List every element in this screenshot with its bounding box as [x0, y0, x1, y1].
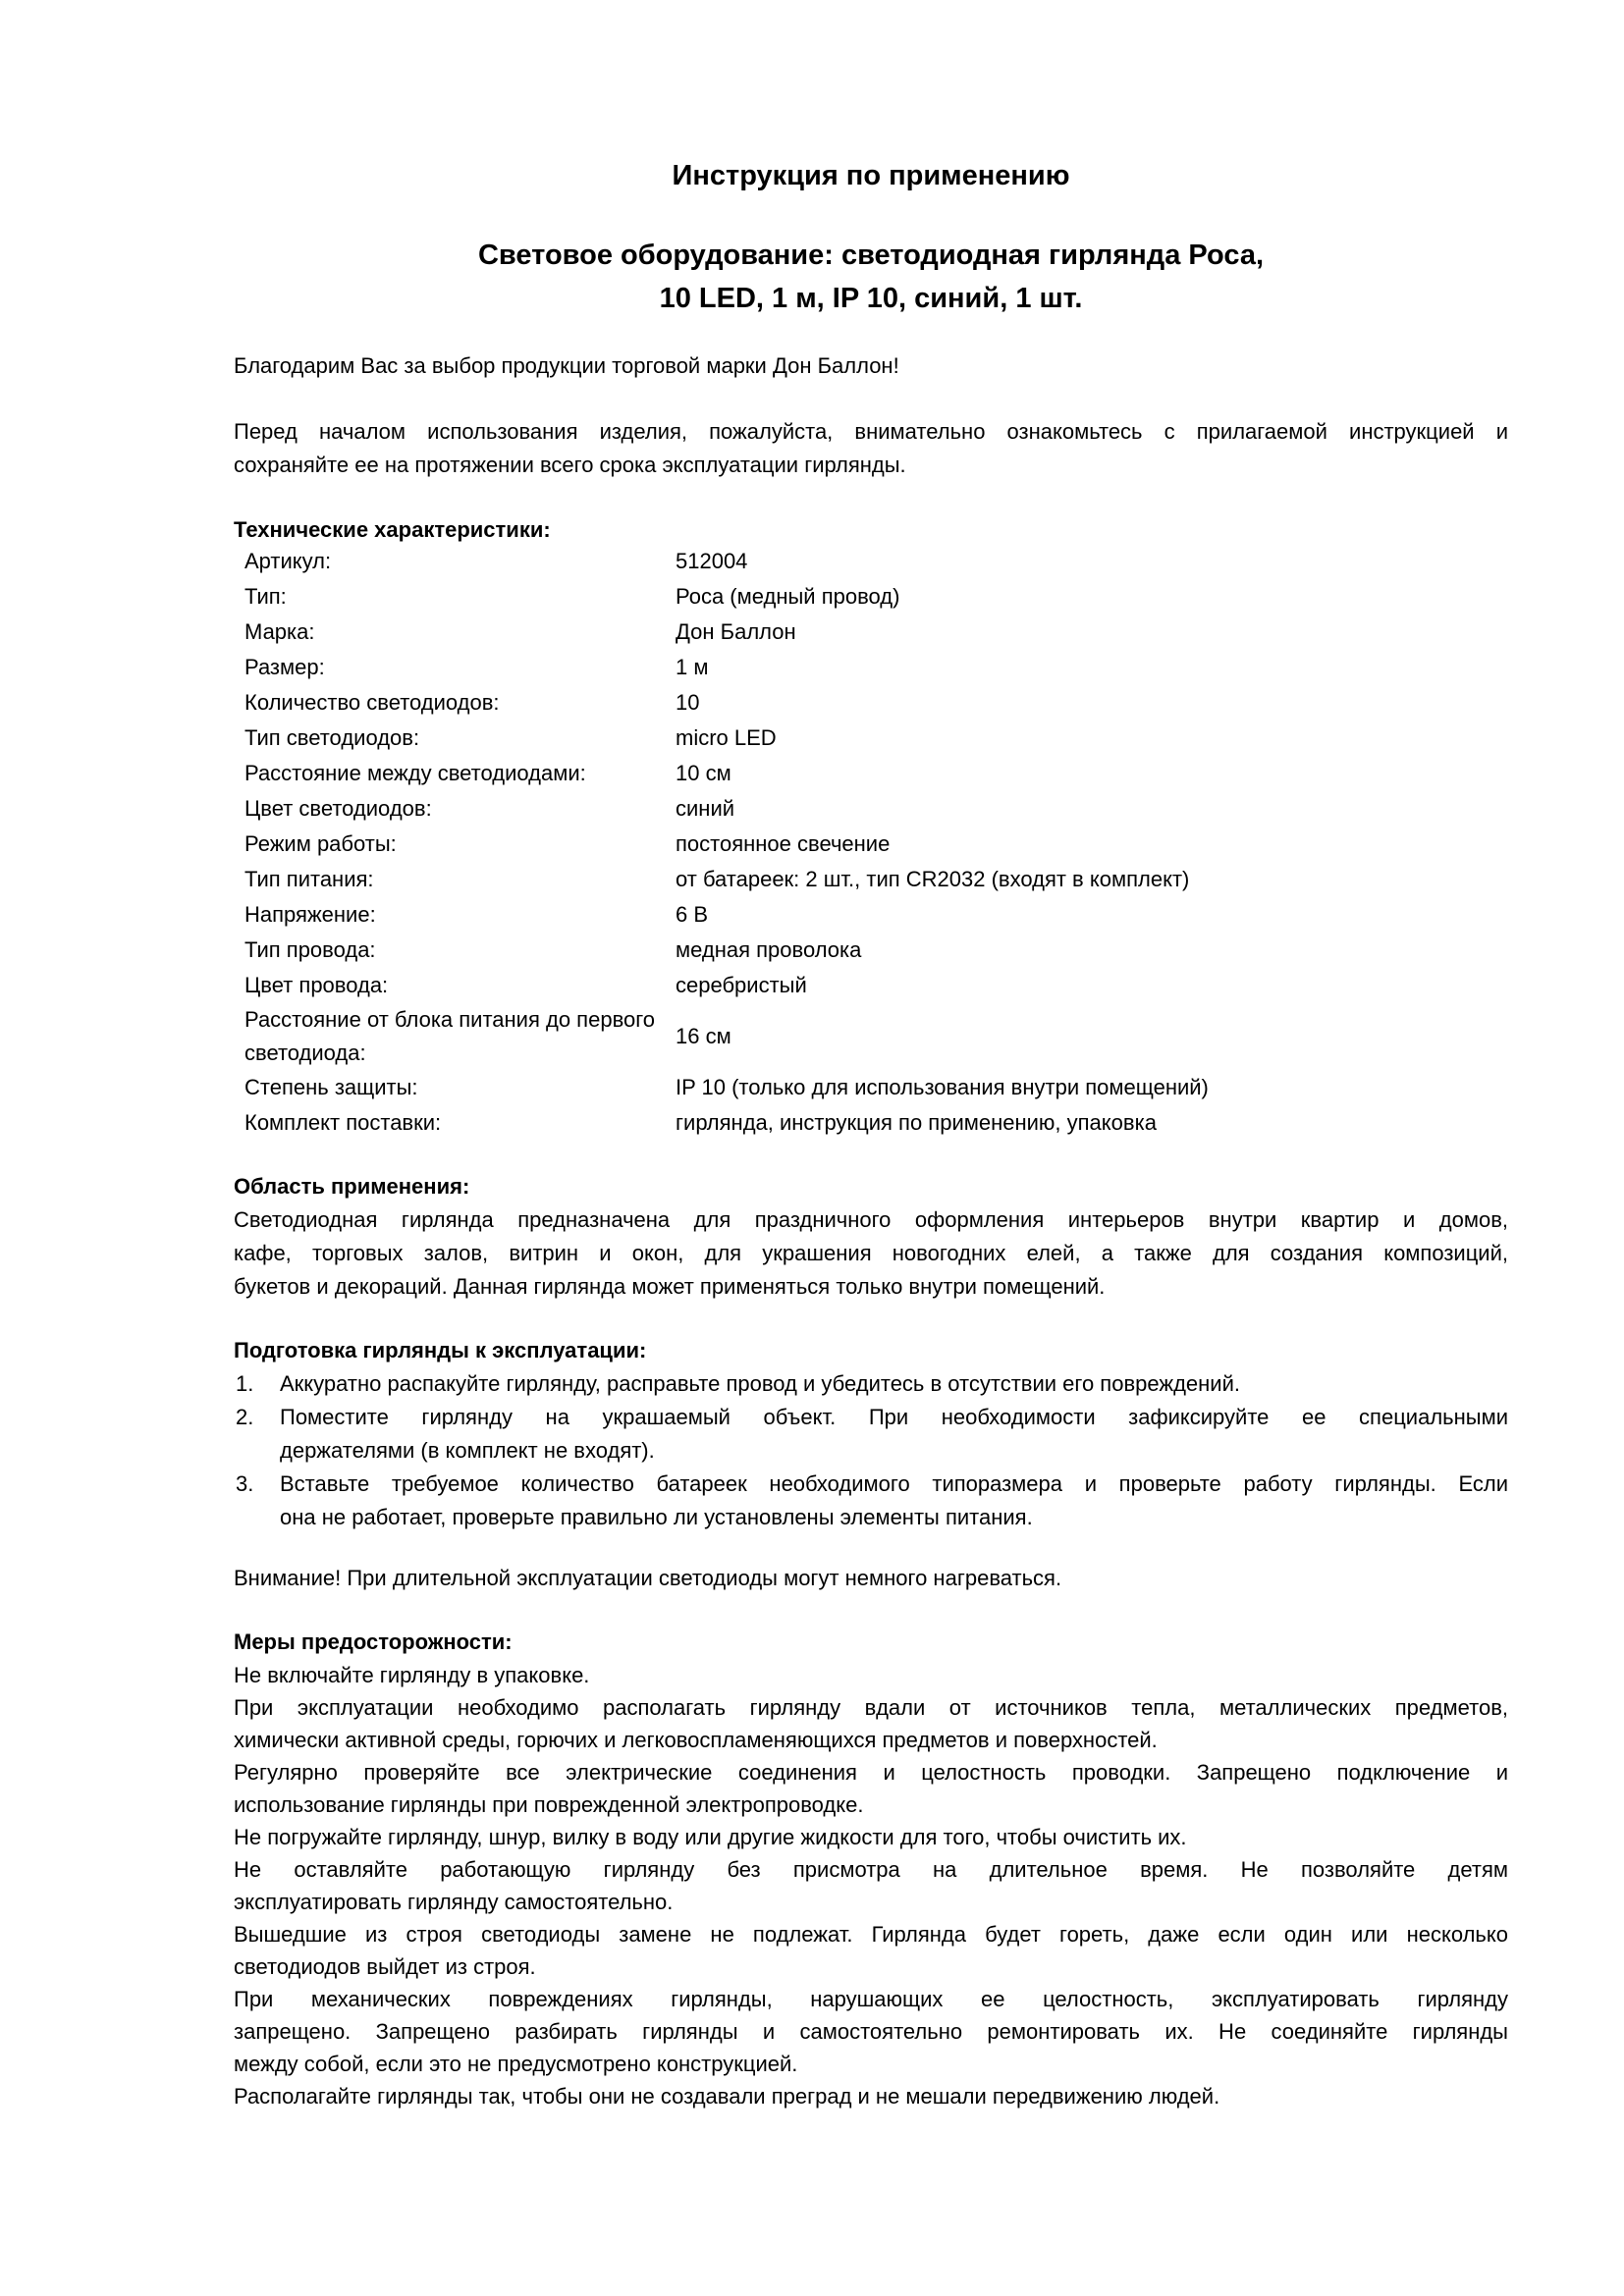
paragraph-line: эксплуатировать гирлянду самостоятельно. — [234, 1890, 674, 1914]
spec-value: Дон Баллон — [676, 619, 796, 644]
spec-row — [234, 1003, 1508, 1070]
list-item — [234, 1468, 1508, 1534]
paragraph-line: сохраняйте ее на протяжении всего срока эксплуатации гирлянды. — [234, 453, 906, 477]
warning-paragraph: Внимание! При длительной эксплуатации светодиоды могут немного нагреваться. — [234, 1566, 1062, 1590]
paragraph-line: запрещено. Запрещено разбирать гирлянды и самостоятельно ремонтировать их. Не соединяйте гирлянды — [234, 2019, 1508, 2044]
spec-row — [234, 650, 1508, 685]
spec-value: 512004 — [676, 549, 748, 573]
paragraph — [234, 1983, 1508, 2080]
spec-label: Цвет светодиодов: — [244, 796, 432, 821]
thanks-paragraph: Благодарим Вас за выбор продукции торговой марки Дон Баллон! — [234, 353, 899, 378]
paragraph-line: она не работает, проверьте правильно ли установлены элементы питания. — [280, 1505, 1033, 1529]
list-item-text — [280, 1468, 1508, 1534]
paragraph-line: Светодиодная гирлянда предназначена для праздничного оформления интерьеров внутри квартир и домов, — [234, 1207, 1508, 1232]
paragraph-line: светодиодов выйдет из строя. — [234, 1954, 536, 1979]
preparation-list — [234, 1367, 1508, 1534]
paragraph-line: между собой, если это не предусмотрено конструкцией. — [234, 2052, 798, 2076]
spec-row — [234, 685, 1508, 721]
subtitle-line: Световое оборудование: светодиодная гирлянда Роса, — [477, 240, 1265, 271]
spec-label: Степень защиты: — [244, 1075, 418, 1099]
spec-label: Расстояние между светодиодами: — [244, 761, 586, 785]
list-item-text — [280, 1367, 1508, 1401]
application-heading: Область применения: — [234, 1174, 470, 1199]
list-item — [234, 1401, 1508, 1468]
spec-value: IP 10 (только для использования внутри помещений) — [676, 1075, 1209, 1099]
paragraph — [234, 1853, 1508, 1918]
paragraph-line: Не погружайте гирлянду, шнур, вилку в воду или другие жидкости для того, чтобы очистить их. — [234, 1825, 1187, 1849]
paragraph-line: держателями (в комплект не входят). — [280, 1438, 655, 1463]
spec-label: Тип питания: — [244, 867, 374, 891]
precautions-section — [234, 1659, 1508, 2112]
paragraph-line: Вышедшие из строя светодиоды замене не подлежат. Гирлянда будет гореть, даже если один или несколько — [234, 1922, 1508, 1947]
paragraph — [234, 1918, 1508, 1983]
spec-value: 6 В — [676, 902, 709, 927]
application-paragraph — [234, 1203, 1508, 1304]
spec-label: Режим работы: — [244, 831, 397, 856]
spec-value: постоянное свечение — [676, 831, 891, 856]
paragraph-line: При механических повреждениях гирлянды, нарушающих ее целостность, эксплуатировать гирлянду — [234, 1987, 1508, 2011]
spec-row — [234, 756, 1508, 791]
spec-value: от батареек: 2 шт., тип CR2032 (входят в комплект) — [676, 867, 1190, 891]
spec-label: Цвет провода: — [244, 973, 389, 997]
spec-row — [234, 933, 1508, 968]
spec-label: Артикул: — [244, 549, 332, 573]
precautions-heading: Меры предосторожности: — [234, 1629, 513, 1654]
spec-row — [234, 544, 1508, 579]
product-subtitle — [234, 234, 1508, 320]
paragraph-line: Не включайте гирлянду в упаковке. — [234, 1663, 590, 1687]
spec-row — [234, 862, 1508, 897]
spec-label: Тип провода: — [244, 937, 376, 962]
spec-row — [234, 1105, 1508, 1141]
list-item-number: 3. — [236, 1471, 254, 1496]
spec-value: синий — [676, 796, 735, 821]
paragraph — [234, 1659, 1508, 1691]
preparation-heading: Подготовка гирлянды к эксплуатации: — [234, 1338, 647, 1362]
paragraph-line: При эксплуатации необходимо располагать гирлянду вдали от источников тепла, металлических предметов, — [234, 1695, 1508, 1720]
list-item-number: 1. — [236, 1371, 254, 1396]
paragraph-line: использование гирлянды при поврежденной электропроводке. — [234, 1792, 864, 1817]
spec-row — [234, 827, 1508, 862]
spec-label: Размер: — [244, 655, 325, 679]
spec-row — [234, 897, 1508, 933]
paragraph-line: Не оставляйте работающую гирлянду без присмотра на длительное время. Не позволяйте детям — [234, 1857, 1508, 1882]
spec-label: Марка: — [244, 619, 315, 644]
spec-row — [234, 791, 1508, 827]
spec-row — [234, 721, 1508, 756]
paragraph-line: химически активной среды, горючих и легковоспламеняющихся предметов и поверхностей. — [234, 1728, 1158, 1752]
spec-value: micro LED — [676, 725, 777, 750]
spec-row — [234, 579, 1508, 614]
paragraph — [234, 1821, 1508, 1853]
paragraph-line: Вставьте требуемое количество батареек необходимого типоразмера и проверьте работу гирлянды. Если — [280, 1471, 1508, 1496]
spec-row — [234, 1070, 1508, 1105]
spec-row — [234, 614, 1508, 650]
spec-value: гирлянда, инструкция по применению, упаковка — [676, 1110, 1157, 1135]
paragraph-line: Располагайте гирлянды так, чтобы они не создавали преград и не мешали передвижению людей. — [234, 2084, 1220, 2109]
spec-row — [234, 968, 1508, 1003]
subtitle-line: 10 LED, 1 м, IP 10, синий, 1 шт. — [659, 283, 1083, 314]
specs-heading: Технические характеристики: — [234, 517, 551, 542]
intro-paragraph — [234, 415, 1508, 482]
spec-value: 10 см — [676, 761, 731, 785]
spec-value: серебристый — [676, 973, 807, 997]
spec-label: Комплект поставки: — [244, 1110, 442, 1135]
spec-label: Тип светодиодов: — [244, 725, 420, 750]
paragraph-line: Регулярно проверяйте все электрические соединения и целостность проводки. Запрещено подключение и — [234, 1760, 1508, 1785]
paragraph — [234, 2080, 1508, 2112]
spec-value: 16 см — [676, 1024, 731, 1048]
list-item — [234, 1367, 1508, 1401]
paragraph-line: Аккуратно распакуйте гирлянду, расправьте провод и убедитесь в отсутствии его повреждений. — [280, 1371, 1240, 1396]
paragraph — [234, 1756, 1508, 1821]
document-title: Инструкция по применению — [672, 160, 1070, 191]
list-item-text — [280, 1401, 1508, 1468]
spec-value: медная проволока — [676, 937, 862, 962]
spec-value: Роса (медный провод) — [676, 584, 900, 609]
spec-label: Количество светодиодов: — [244, 690, 500, 715]
paragraph — [234, 1691, 1508, 1756]
paragraph-line: кафе, торговых залов, витрин и окон, для украшения новогодних елей, а также для создания композиций, — [234, 1241, 1508, 1265]
specs-table — [234, 544, 1508, 1141]
paragraph-line: Перед началом использования изделия, пожалуйста, внимательно ознакомьтесь с прилагаемой инструкцией и — [234, 419, 1508, 444]
spec-value: 10 — [676, 690, 700, 715]
list-item-number: 2. — [236, 1405, 254, 1429]
paragraph-line: Поместите гирлянду на украшаемый объект. При необходимости зафиксируйте ее специальными — [280, 1405, 1508, 1429]
spec-value: 1 м — [676, 655, 709, 679]
spec-label: Напряжение: — [244, 902, 376, 927]
spec-label: Расстояние от блока питания до первого светодиода: — [244, 1007, 656, 1065]
paragraph-line: букетов и декораций. Данная гирлянда может применяться только внутри помещений. — [234, 1274, 1106, 1299]
spec-label: Тип: — [244, 584, 287, 609]
